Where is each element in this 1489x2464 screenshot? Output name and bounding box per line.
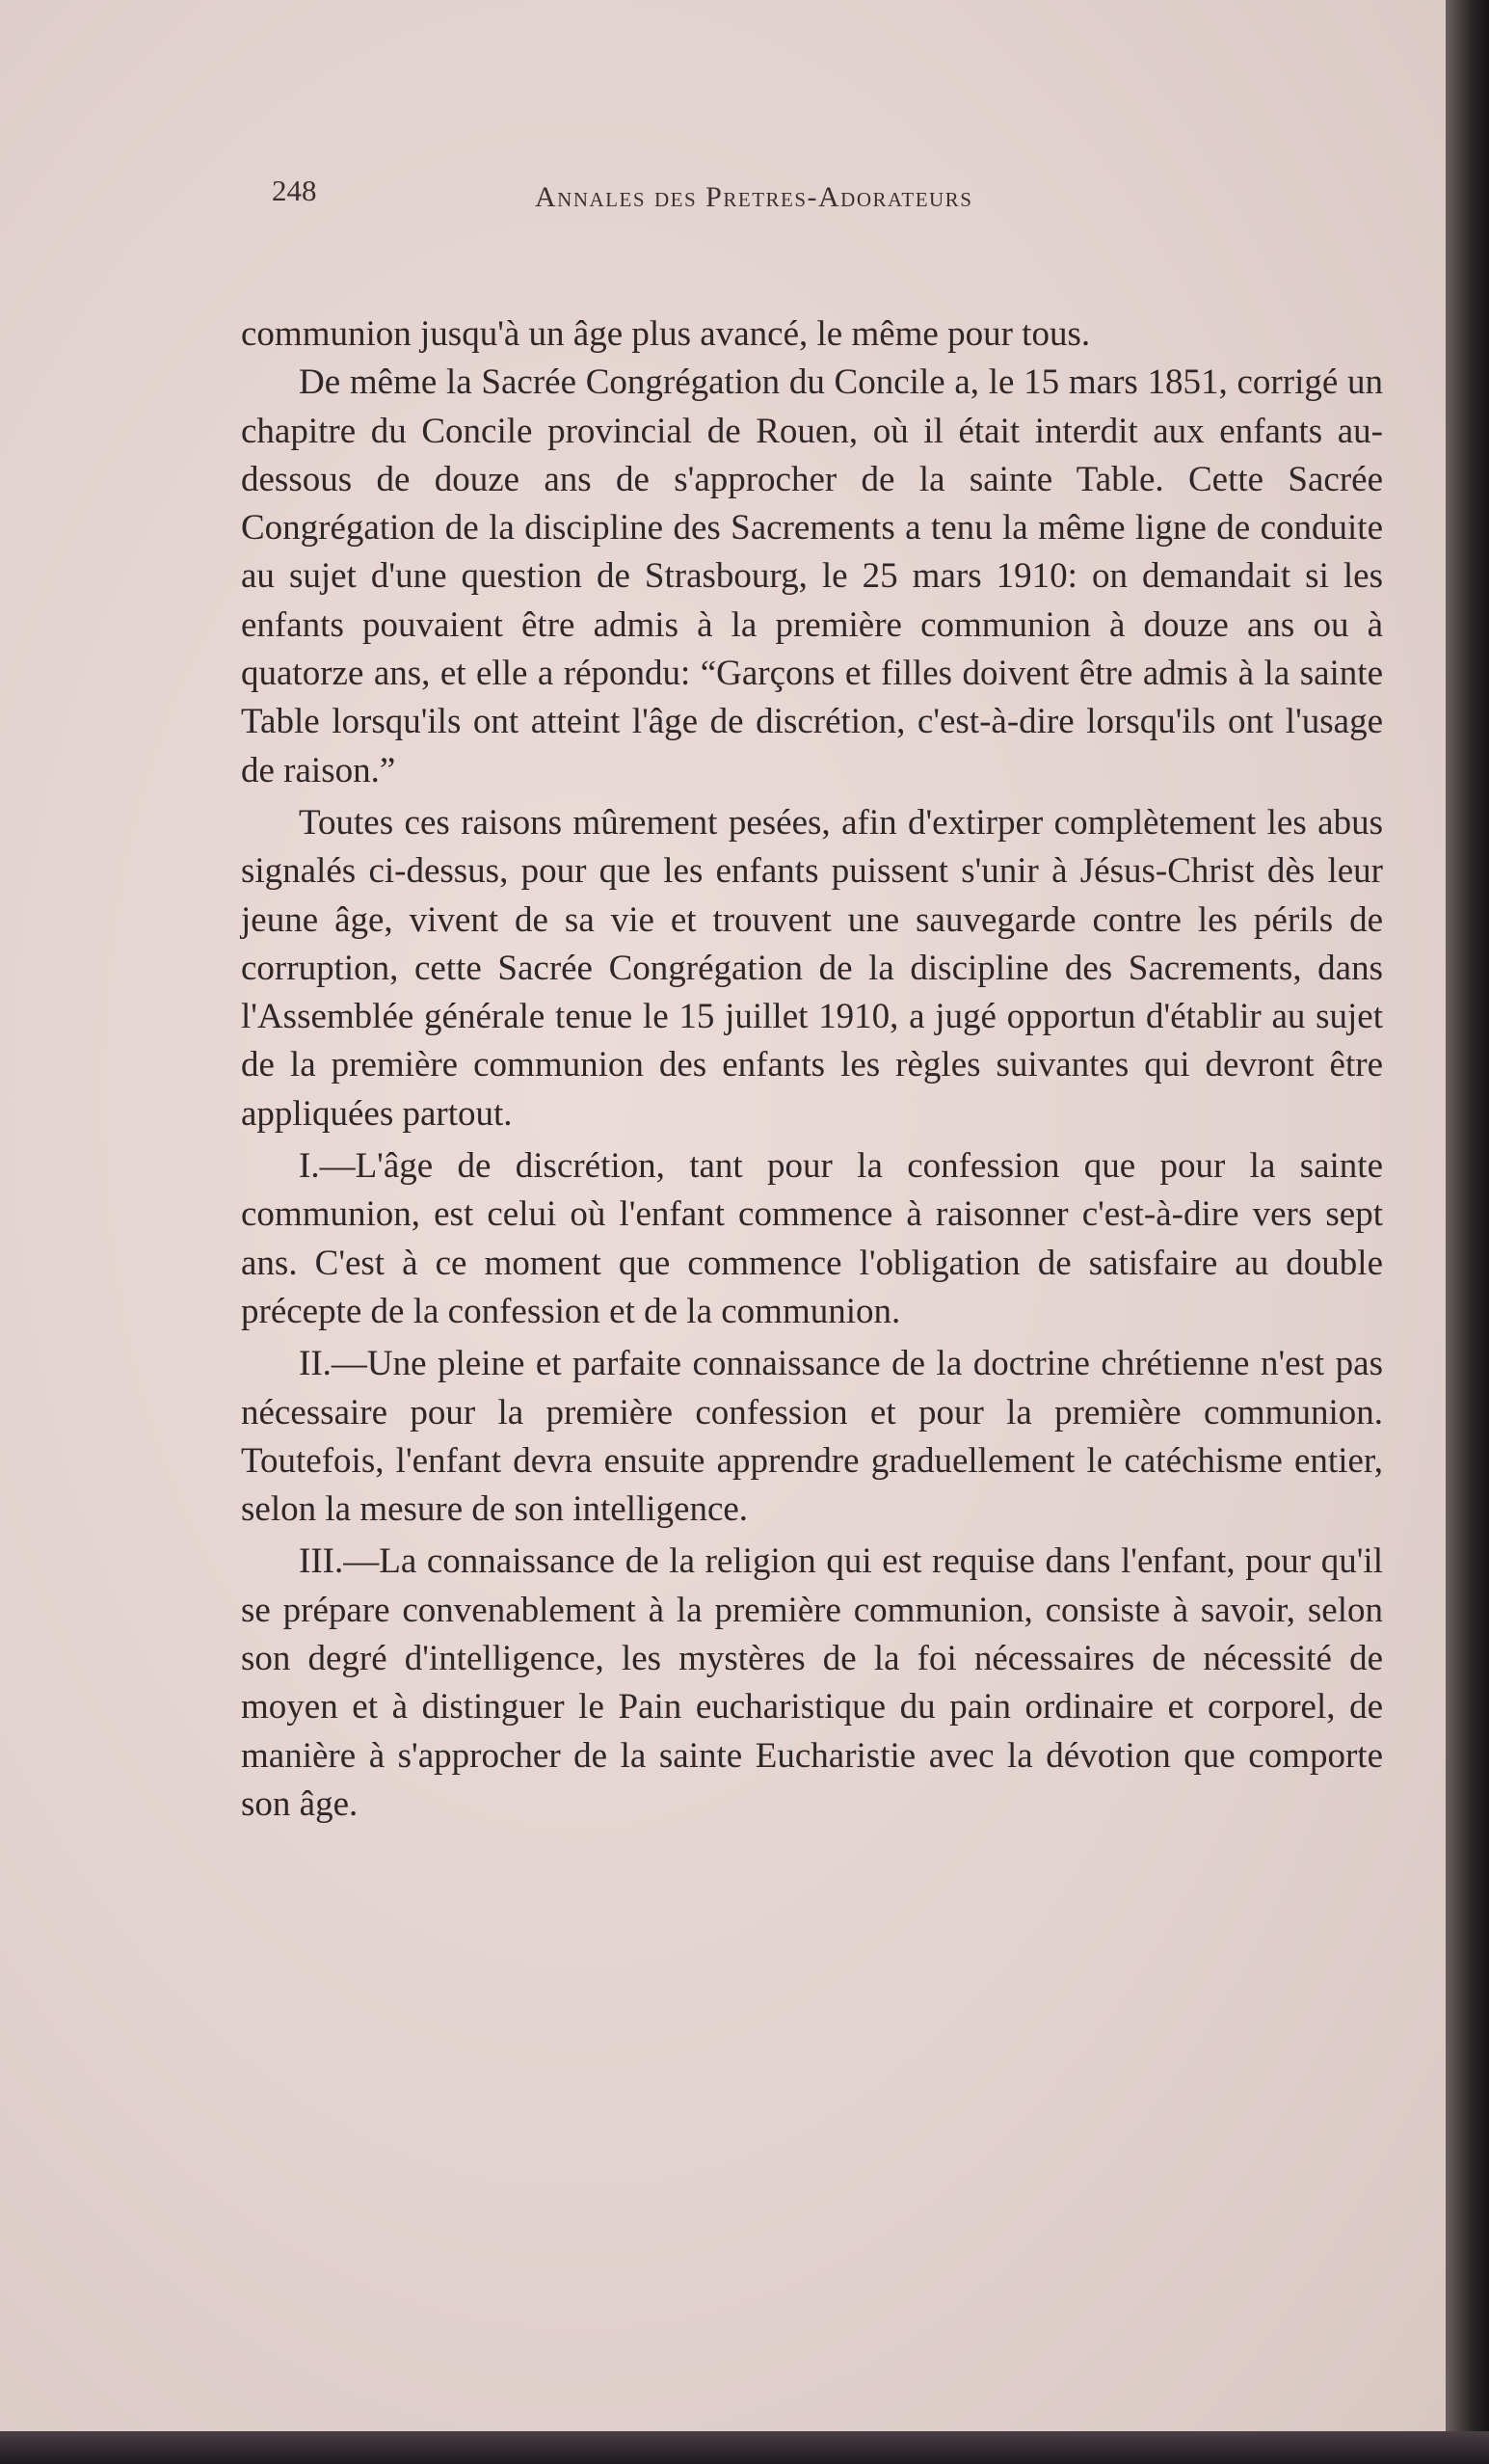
paragraph-rule-2: II.—Une pleine et parfaite connaissance de la doctrine chrétienne n'est pas nécessaire pour la première confession et pour la première communion. Toutefois, l'enfant devra ensuite apprendre graduellement le catéchisme entier, selon la mesure de son intelligence. (241, 1344, 1383, 1530)
page-number: 248 (272, 174, 317, 207)
paragraph-rule-1: I.—L'âge de discrétion, tant pour la confession que pour la sainte communion, est celui où l'enfant commence à raisonner c'est-à-dire vers sept ans. C'est à ce moment que commence l'obligation de satisfaire au double précepte de la confession et de la communion. (241, 1146, 1383, 1331)
paragraph-rule-3: III.—La connaissance de la religion qui est requise dans l'enfant, pour qu'il se prépare convenablement à la première communion, consiste à savoir, selon son degré d'intelligence, les mystères de la foi nécessaires de nécessité de moyen et à distinguer le Pain eucharistique du pain ordinaire et corporel, de manière à s'approcher de la sainte Eucharistie avec la dévotion que comporte son âge. (241, 1541, 1383, 1824)
page-header (272, 174, 1120, 231)
scan-bottom-edge (0, 2431, 1489, 2464)
body-text (241, 310, 1383, 1829)
paragraph-raisons: Toutes ces raisons mûrement pesées, afin d'extirper complètement les abus signalés ci-dessus, pour que les enfants puissent s'unir à Jésus-Christ dès leur jeune âge, vivent de sa vie et trouvent une sauvegarde contre les périls de corruption, cette Sacrée Congrégation de la discipline des Sacrements, dans l'Assemblée générale tenue le 15 juillet 1910, a jugé opportun d'établir au sujet de la première communion des enfants les règles suivantes qui devront être appliquées partout. (241, 802, 1383, 1134)
paragraph-continuation: communion jusqu'à un âge plus avancé, le même pour tous. (241, 314, 1091, 354)
book-binding-edge (1446, 0, 1489, 2464)
paragraph-concile: De même la Sacrée Congrégation du Concile a, le 15 mars 1851, corrigé un chapitre du Concile provincial de Rouen, où il était interdit aux enfants au-dessous de douze ans de s'approcher de la sainte Table. Cette Sacrée Congrégation de la discipline des Sacrements a tenu la même ligne de conduite au sujet d'une question de Strasbourg, le 25 mars 1910: on demandait si les enfants pouvaient être admis à la première communion à douze ans ou à quatorze ans, et elle a répondu: “Garçons et filles doivent être admis à la sainte Table lorsqu'ils ont atteint l'âge de discrétion, c'est-à-dire lorsqu'ils ont l'usage de raison.” (241, 362, 1383, 790)
running-title: Annales des Pretres-Adorateurs (535, 181, 973, 213)
